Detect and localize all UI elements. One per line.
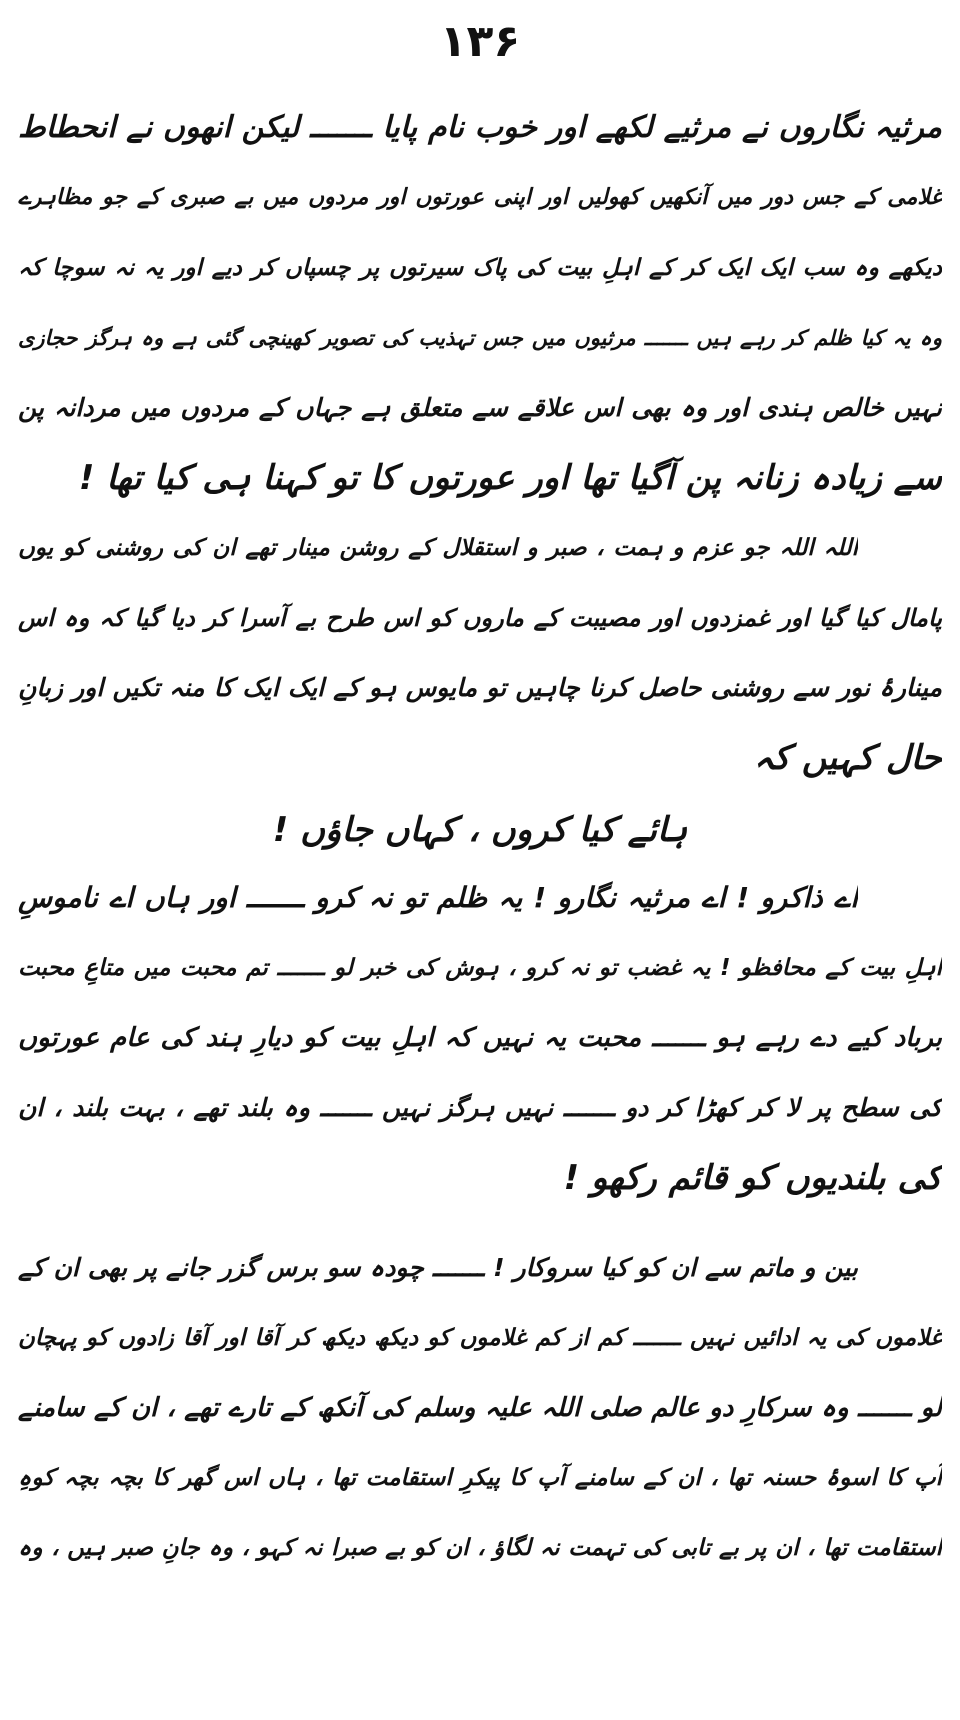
page-number: ۱۳۶ <box>439 16 521 67</box>
paragraph-1-line-6: سے زیادہ زنانہ پن آگیا تھا اور عورتوں کا تو کہنا ہی کیا تھا ! <box>78 458 942 498</box>
paragraph-1-line-3: دیکھے وہ سب ایک ایک کر کے اہلِ بیت کی پاک سیرتوں پر چسپاں کر دیے اور یہ نہ سوچا کہ <box>18 255 942 281</box>
section-heading: ہائے کیا کروں ، کہاں جاؤں ! <box>272 810 688 850</box>
paragraph-1-line-2: غلامی کے جس دور میں آنکھیں کھولیں اور اپنی عورتوں اور مردوں میں بے صبری کے جو مظاہرے <box>18 185 942 210</box>
paragraph-4-line-3: لو ـــــــ وہ سرکارِ دو عالم صلی اللہ علیہ وسلم کی آنکھ کے تارے تھے ، ان کے سامنے <box>18 1393 942 1423</box>
paragraph-3-line-5: کی بلندیوں کو قائم رکھو ! <box>563 1158 942 1198</box>
paragraph-1-line-4: وہ یہ کیا ظلم کر رہے ہیں ـــــــ مرثیوں میں جس تہذیب کی تصویر کھینچی گئی ہے وہ ہرگز حجازی <box>18 326 942 350</box>
paragraph-2-line-1: اللہ اللہ جو عزم و ہمت ، صبر و استقلال کے روشن مینار تھے ان کی روشنی کو یوں <box>18 535 858 561</box>
paragraph-3-line-2: اہلِ بیت کے محافظو ! یہ غضب تو نہ کرو ، ہوش کی خبر لو ـــــــ تم محبت میں متاعِ محبت <box>18 955 942 981</box>
paragraph-4-line-2: غلاموں کی یہ ادائیں نہیں ـــــــ کم از کم غلاموں کو دیکھ دیکھ کر آقا اور آقا زادوں کو پہچان <box>18 1325 942 1351</box>
paragraph-2-line-2: پامال کیا گیا اور غمزدوں اور مصیبت کے ماروں کو اس طرح بے آسرا کر دیا گیا کہ وہ اس <box>18 604 942 632</box>
paragraph-4-line-1: بین و ماتم سے ان کو کیا سروکار ! ـــــــ چودہ سو برس گزر جانے پر بھی ان کے <box>18 1253 858 1282</box>
paragraph-2-line-3: مینارۂ نور سے روشنی حاصل کرنا چاہیں تو مایوس ہو کے ایک ایک کا منہ تکیں اور زبانِ <box>18 673 942 702</box>
paragraph-3-line-4: کی سطح پر لا کر کھڑا کر دو ـــــــ نہیں ہرگز نہیں ـــــــ وہ بلند تھے ، بہت بلند ، ان <box>18 1093 942 1122</box>
paragraph-3-line-1: اے ذاکرو ! اے مرثیہ نگارو ! یہ ظلم تو نہ کرو ـــــــ اور ہاں اے ناموسِ <box>18 881 858 914</box>
paragraph-1-line-5: نہیں خالص ہندی اور وہ بھی اس علاقے سے متعلق ہے جہاں کے مردوں میں مردانہ پن <box>18 393 942 422</box>
paragraph-2-line-4: حال کہیں کہ <box>753 738 942 778</box>
paragraph-3-line-3: برباد کیے دے رہے ہو ـــــــ محبت یہ نہیں کہ اہلِ بیت کو دیارِ ہند کی عام عورتوں <box>18 1023 942 1053</box>
paragraph-1-line-1: مرثیہ نگاروں نے مرثیے لکھے اور خوب نام پایا ـــــــ لیکن انھوں نے انحطاط <box>18 110 942 145</box>
paragraph-4-line-4: آپ کا اسوۂ حسنہ تھا ، ان کے سامنے آپ کا پیکرِ استقامت تھا ، ہاں اس گھر کا بچہ بچہ کوہِ <box>18 1465 942 1491</box>
paragraph-4-line-5: استقامت تھا ، ان پر بے تابی کی تہمت نہ لگاؤ ، ان کو بے صبرا نہ کہو ، وہ جانِ صبر ہیں ، وہ <box>18 1535 942 1561</box>
